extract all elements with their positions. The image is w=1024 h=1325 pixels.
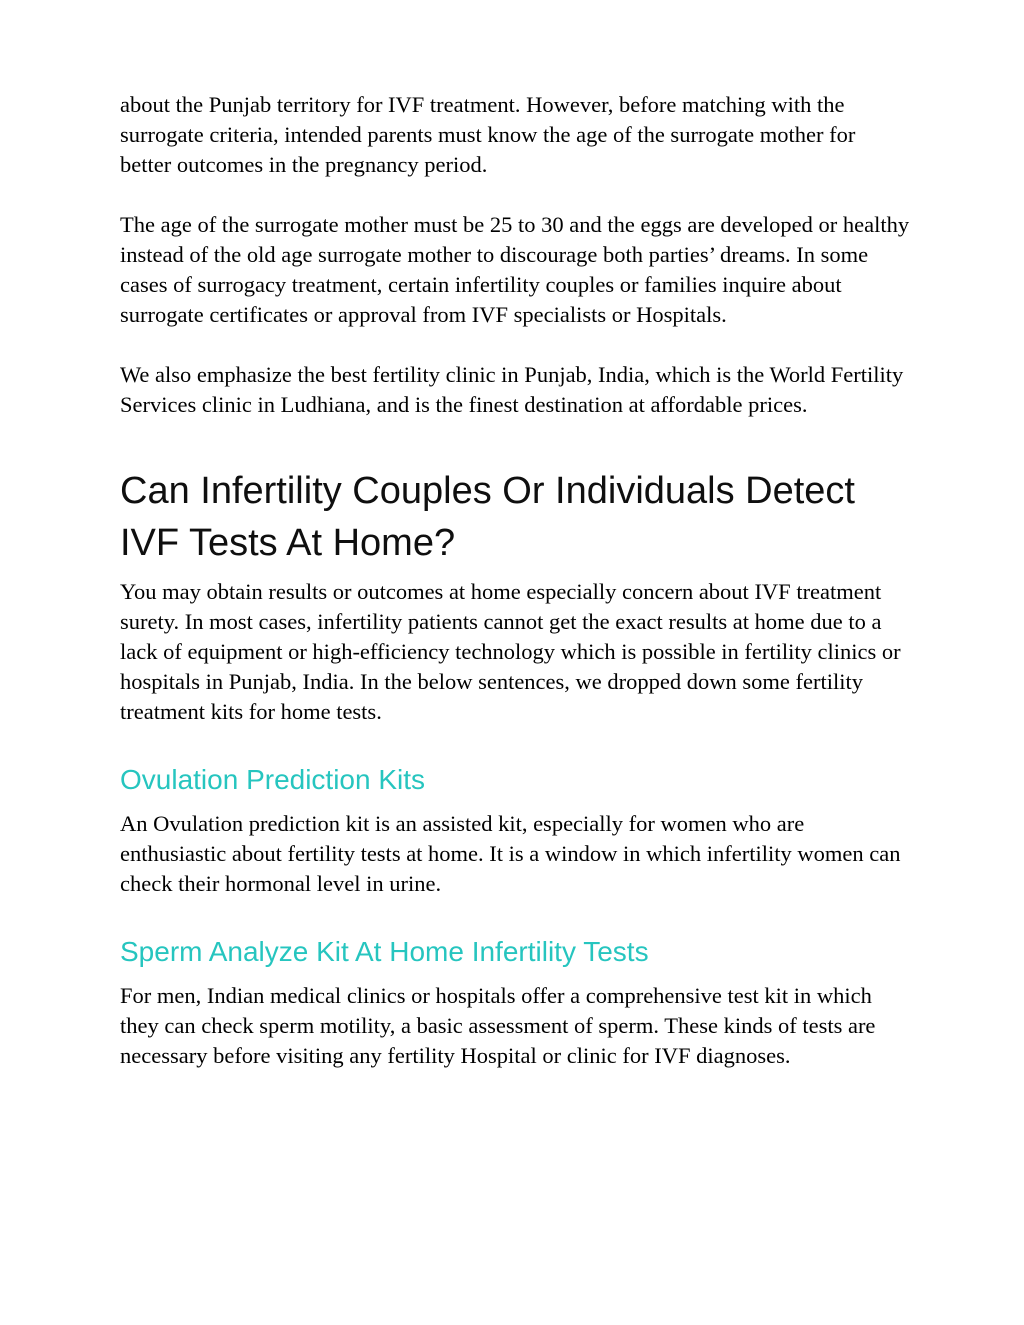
paragraph-best-fertility-clinic: We also emphasize the best fertility clinic in Punjab, India, which is the World Fertility Services clinic in Ludhiana, and is the finest destination at affordable prices.	[120, 362, 904, 417]
paragraph-home-test-results: You may obtain results or outcomes at home especially concern about IVF treatment surety. In most cases, infertility patients cannot get the exact results at home due to a lack of equipment or high-efficiency technology which is possible in fertility clinics or hospitals in Punjab, India. In the below sentences, we dropped down some fertility treatment kits for home tests.	[120, 579, 901, 724]
paragraph-ovulation-kit-description: An Ovulation prediction kit is an assisted kit, especially for women who are enthusiastic about fertility tests at home. It is a window in which infertility women can check their hormonal level in urine.	[120, 811, 901, 896]
paragraph-surrogate-age: The age of the surrogate mother must be 25 to 30 and the eggs are developed or healthy instead of the old age surrogate mother to discourage both parties’ dreams. In some cases of surrogacy treatment, certain infertility couples or families inquire about surrogate certificates or approval from IVF specialists or Hospitals.	[120, 212, 910, 327]
paragraph-sperm-kit-description: For men, Indian medical clinics or hospitals offer a comprehensive test kit in which they can check sperm motility, a basic assessment of sperm. These kinds of tests are necessary before visiting any fertility Hospital or clinic for IVF diagnoses.	[120, 983, 876, 1068]
heading-ovulation-prediction-kits: Ovulation Prediction Kits	[120, 764, 426, 795]
heading-sperm-analyze-kit: Sperm Analyze Kit At Home Infertility Tests	[120, 936, 649, 967]
heading-detect-ivf-tests-at-home: Can Infertility Couples Or Individuals Detect IVF Tests At Home?	[120, 470, 855, 564]
document-page	[120, 0, 912, 1071]
paragraph-surrogate-criteria: about the Punjab territory for IVF treatment. However, before matching with the surrogate criteria, intended parents must know the age of the surrogate mother for better outcomes in the pregnancy period.	[120, 92, 856, 177]
